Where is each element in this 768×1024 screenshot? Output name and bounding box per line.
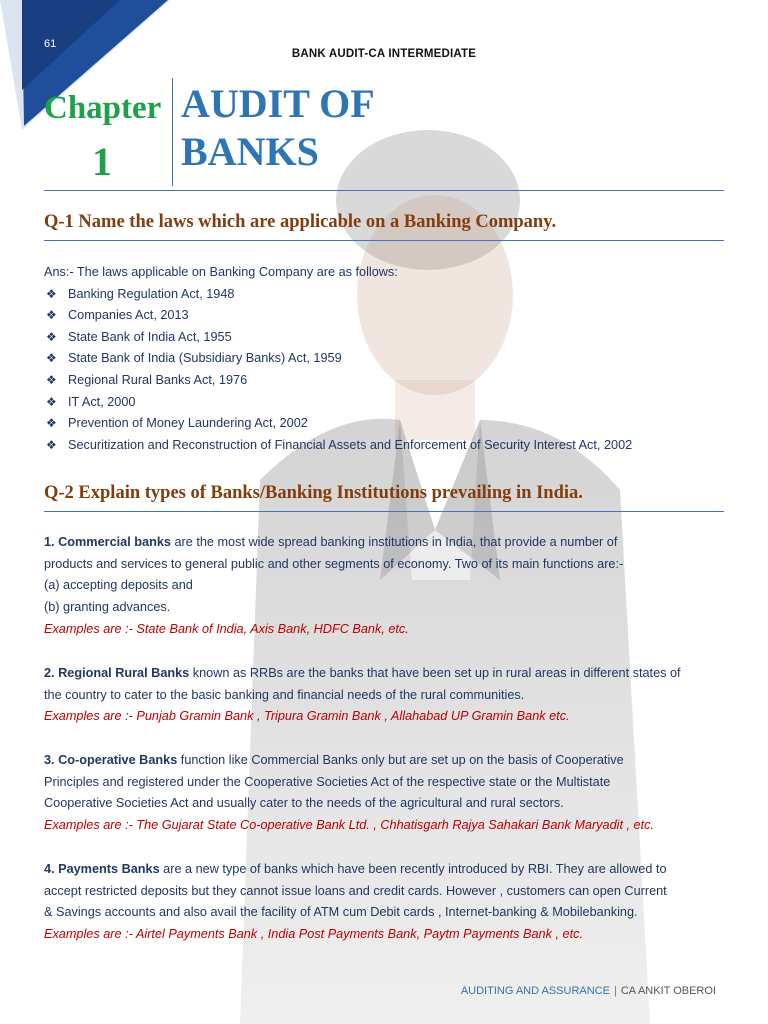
running-header: BANK AUDIT-CA INTERMEDIATE xyxy=(291,48,477,60)
bank-type-regional-rural: 2. Regional Rural Banks known as RRBs are the banks that have been set up in rural areas in different states of the country to cater to the basic banking and financial needs of the rural communities. Examples are :- Punjab Gramin Bank , Tripura Gramin Bank , Allahabad UP Gramin Bank etc. xyxy=(44,663,734,728)
question-1-heading: Q-1 Name the laws which are applicable on a Banking Company. xyxy=(44,212,557,232)
law-item: ❖ Securitization and Reconstruction of Financial Assets and Enforcement of Security Interest Act, 2002 xyxy=(44,435,734,457)
chapter-title xyxy=(181,80,375,176)
law-item: ❖ Banking Regulation Act, 1948 xyxy=(44,284,734,306)
diamond-bullet-icon: ❖ xyxy=(46,329,57,344)
bank-type-commercial: 1. Commercial banks are the most wide spread banking institutions in India, that provide a number of products and services to general public and other segments of economy. Two of its main functions are:- (a) accepting deposits and (b) granting advances. Examples are :- State Bank of India, Axis Bank, HDFC Bank, etc. xyxy=(44,532,734,641)
chapter-number: 1 xyxy=(92,139,112,184)
diamond-bullet-icon: ❖ xyxy=(46,308,57,323)
divider-rule xyxy=(44,190,724,191)
page-number: 61 xyxy=(44,38,57,50)
examples-text: Examples are :- The Gujarat State Co-operative Bank Ltd. , Chhatisgarh Rajya Sahakari Bank Maryadit , etc. xyxy=(44,818,654,833)
bank-type-payments: 4. Payments Banks are a new type of banks which have been recently introduced by RBI. They are allowed to accept restricted deposits but they cannot issue loans and credit cards. However , customers can open Current & Savings accounts and also avail the facility of ATM cum Debit cards , Internet-banking & Mobilebanking. Examples are :- Airtel Payments Bank , India Post Payments Bank, Paytm Payments Bank , etc. xyxy=(44,859,734,946)
page-footer xyxy=(461,985,716,997)
diamond-bullet-icon: ❖ xyxy=(46,394,57,409)
diamond-bullet-icon: ❖ xyxy=(46,437,57,452)
footer-author: CA ANKIT OBEROI xyxy=(620,985,716,997)
chapter-word: Chapter xyxy=(44,90,162,126)
chapter-label xyxy=(44,86,172,186)
question-2-heading: Q-2 Explain types of Banks/Banking Institutions prevailing in India. xyxy=(44,483,583,503)
law-item: ❖ State Bank of India (Subsidiary Banks) Act, 1959 xyxy=(44,348,734,370)
divider-rule xyxy=(44,511,724,512)
law-item: ❖ State Bank of India Act, 1955 xyxy=(44,327,734,349)
chapter-title-line2: BANKS xyxy=(181,129,319,174)
answer-intro: Ans:- The laws applicable on Banking Company are as follows: xyxy=(44,265,398,279)
law-item: ❖ Prevention of Money Laundering Act, 2002 xyxy=(44,413,734,435)
bank-type-name: 4. Payments Banks xyxy=(44,862,160,876)
laws-list xyxy=(44,284,734,457)
diamond-bullet-icon: ❖ xyxy=(46,372,57,387)
examples-text: Examples are :- Punjab Gramin Bank , Tripura Gramin Bank , Allahabad UP Gramin Bank etc. xyxy=(44,709,570,724)
law-item: ❖ Companies Act, 2013 xyxy=(44,305,734,327)
examples-text: Examples are :- State Bank of India, Axis Bank, HDFC Bank, etc. xyxy=(44,621,409,636)
bank-type-cooperative: 3. Co-operative Banks function like Commercial Banks only but are set up on the basis of Cooperative Principles and registered under the Cooperative Societies Act of the respective state or the Multistate Cooperative Societies Act and usually cater to the needs of the agricultural and rural sectors. Examples are :- The Gujarat State Co-operative Bank Ltd. , Chhatisgarh Rajya Sahakari Bank Maryadit , etc. xyxy=(44,750,734,837)
chapter-title-line1: AUDIT OF xyxy=(181,81,375,126)
footer-subject: AUDITING AND ASSURANCE xyxy=(460,985,610,997)
law-item: ❖ IT Act, 2000 xyxy=(44,392,734,414)
footer-separator: | xyxy=(613,985,617,997)
divider-rule xyxy=(44,240,724,241)
bank-type-name: 3. Co-operative Banks xyxy=(44,753,178,767)
examples-text: Examples are :- Airtel Payments Bank , India Post Payments Bank, Paytm Payments Bank , etc. xyxy=(44,927,583,942)
bank-type-name: 2. Regional Rural Banks xyxy=(44,666,190,680)
law-item: ❖ Regional Rural Banks Act, 1976 xyxy=(44,370,734,392)
question-1-answer xyxy=(44,262,734,456)
diamond-bullet-icon: ❖ xyxy=(46,351,57,366)
diamond-bullet-icon: ❖ xyxy=(46,416,57,431)
diamond-bullet-icon: ❖ xyxy=(46,286,57,301)
bank-type-name: 1. Commercial banks xyxy=(44,535,171,549)
chapter-divider xyxy=(172,78,173,186)
